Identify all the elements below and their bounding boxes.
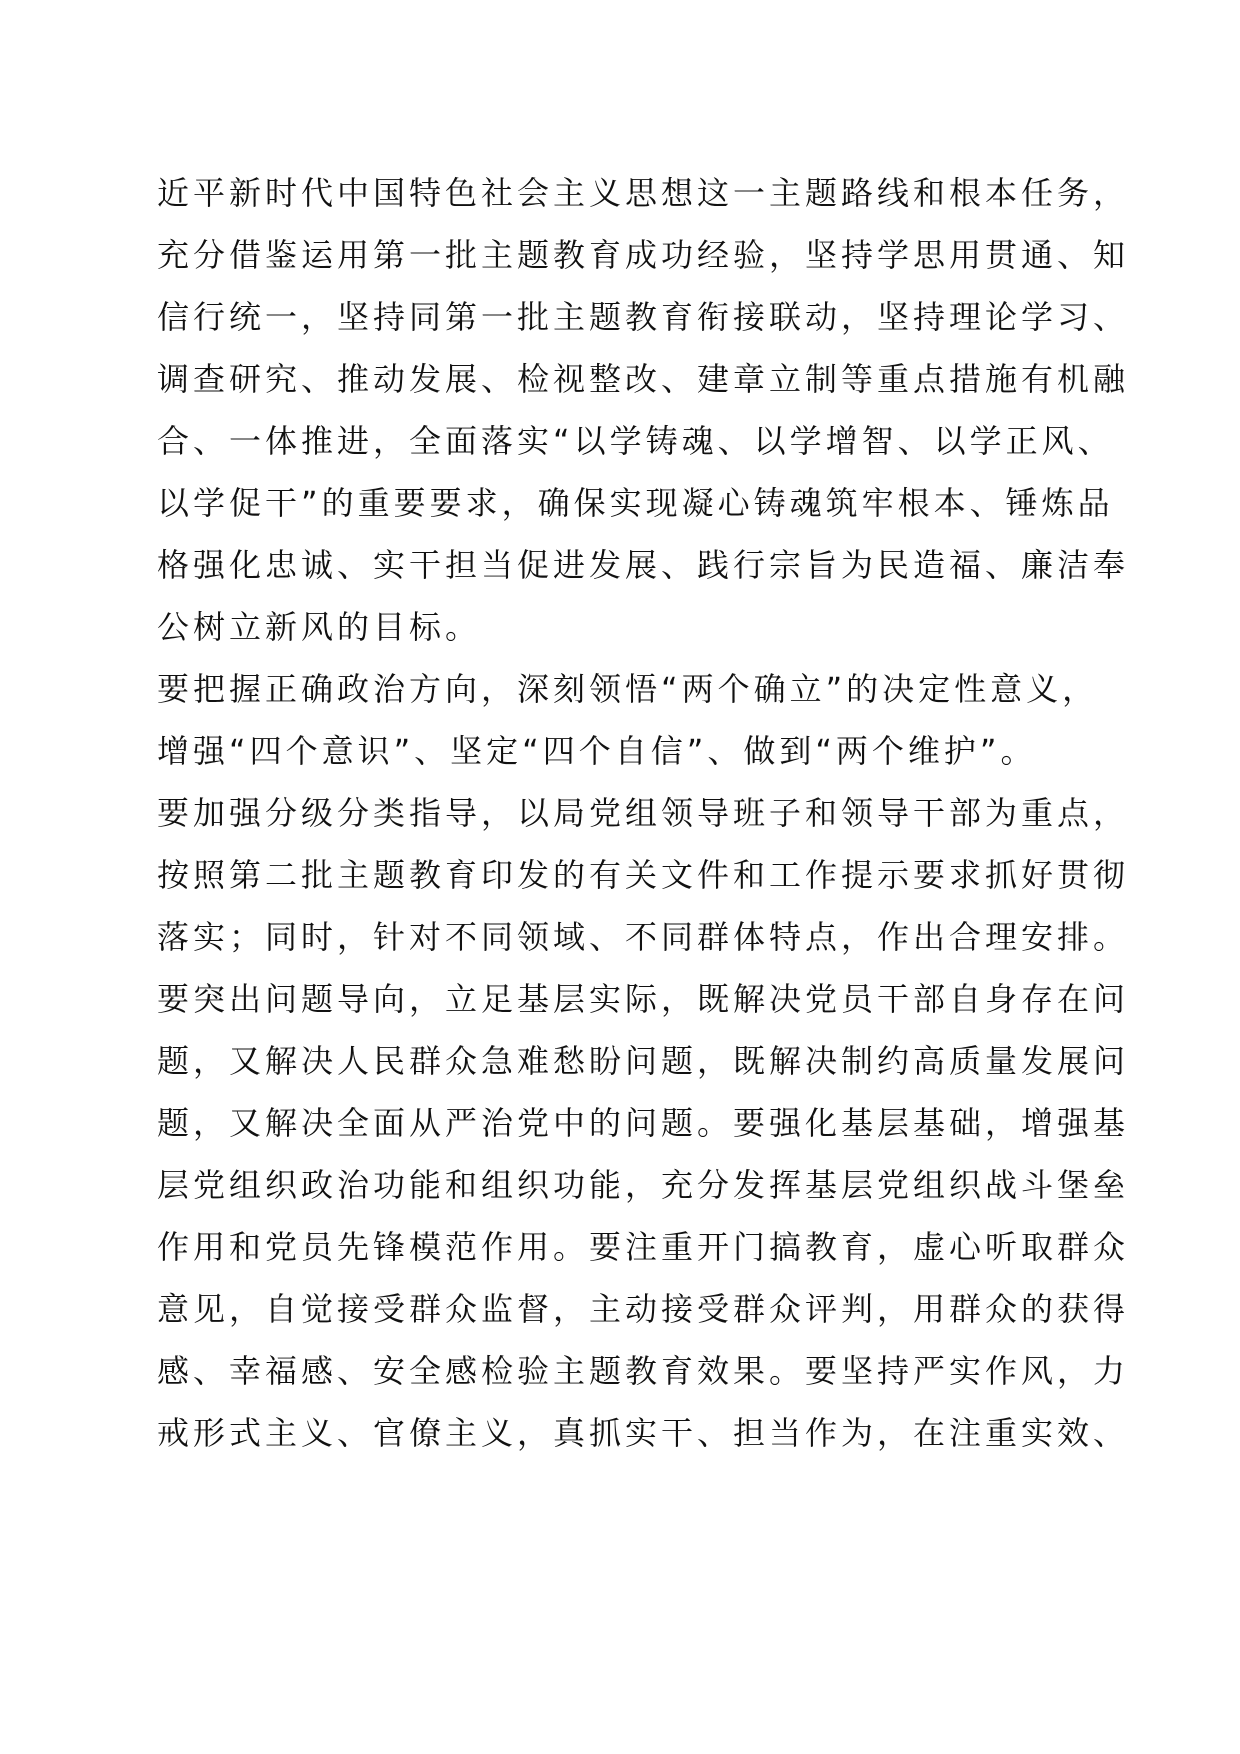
text-line: 要把握正确政治方向，深刻领悟“两个确立”的决定性意义， <box>157 670 1099 708</box>
text-line: 作用和党员先锋模范作用。要注重开门搞教育，虚心听取群众 <box>157 1228 1130 1266</box>
text-line: 感、幸福感、安全感检验主题教育效果。要坚持严实作风，力 <box>157 1352 1130 1390</box>
body-text <box>157 162 1130 1464</box>
text-line: 层党组织政治功能和组织功能，充分发挥基层党组织战斗堡垒 <box>157 1166 1130 1204</box>
text-line: 题，又解决全面从严治党中的问题。要强化基层基础，增强基 <box>157 1104 1130 1142</box>
text-line: 格强化忠诚、实干担当促进发展、践行宗旨为民造福、廉洁奉 <box>157 546 1130 584</box>
text-line: 合、一体推进，全面落实“以学铸魂、以学增智、以学正风、 <box>157 422 1114 460</box>
text-line: 意见，自觉接受群众监督，主动接受群众评判，用群众的获得 <box>157 1290 1130 1328</box>
text-line: 题，又解决人民群众急难愁盼问题，既解决制约高质量发展问 <box>157 1042 1130 1080</box>
text-line: 公树立新风的目标。 <box>157 608 482 646</box>
text-line: 要突出问题导向，立足基层实际，既解决党员干部自身存在问 <box>157 980 1130 1018</box>
text-line: 按照第二批主题教育印发的有关文件和工作提示要求抓好贯彻 <box>157 856 1130 894</box>
text-line: 戒形式主义、官僚主义，真抓实干、担当作为，在注重实效、 <box>157 1414 1130 1452</box>
text-line: 充分借鉴运用第一批主题教育成功经验，坚持学思用贯通、知 <box>157 236 1130 274</box>
text-line: 信行统一，坚持同第一批主题教育衔接联动，坚持理论学习、 <box>157 298 1130 336</box>
text-line: 增强“四个意识”、坚定“四个自信”、做到“两个维护”。 <box>157 732 1037 770</box>
text-line: 近平新时代中国特色社会主义思想这一主题路线和根本任务， <box>157 174 1130 212</box>
text-line: 落实；同时，针对不同领域、不同群体特点，作出合理安排。 <box>157 918 1130 956</box>
text-line: 调查研究、推动发展、检视整改、建章立制等重点措施有机融 <box>157 360 1130 398</box>
text-line: 要加强分级分类指导，以局党组领导班子和领导干部为重点， <box>157 794 1130 832</box>
text-line: 以学促干”的重要要求，确保实现凝心铸魂筑牢根本、锤炼品 <box>157 484 1114 522</box>
